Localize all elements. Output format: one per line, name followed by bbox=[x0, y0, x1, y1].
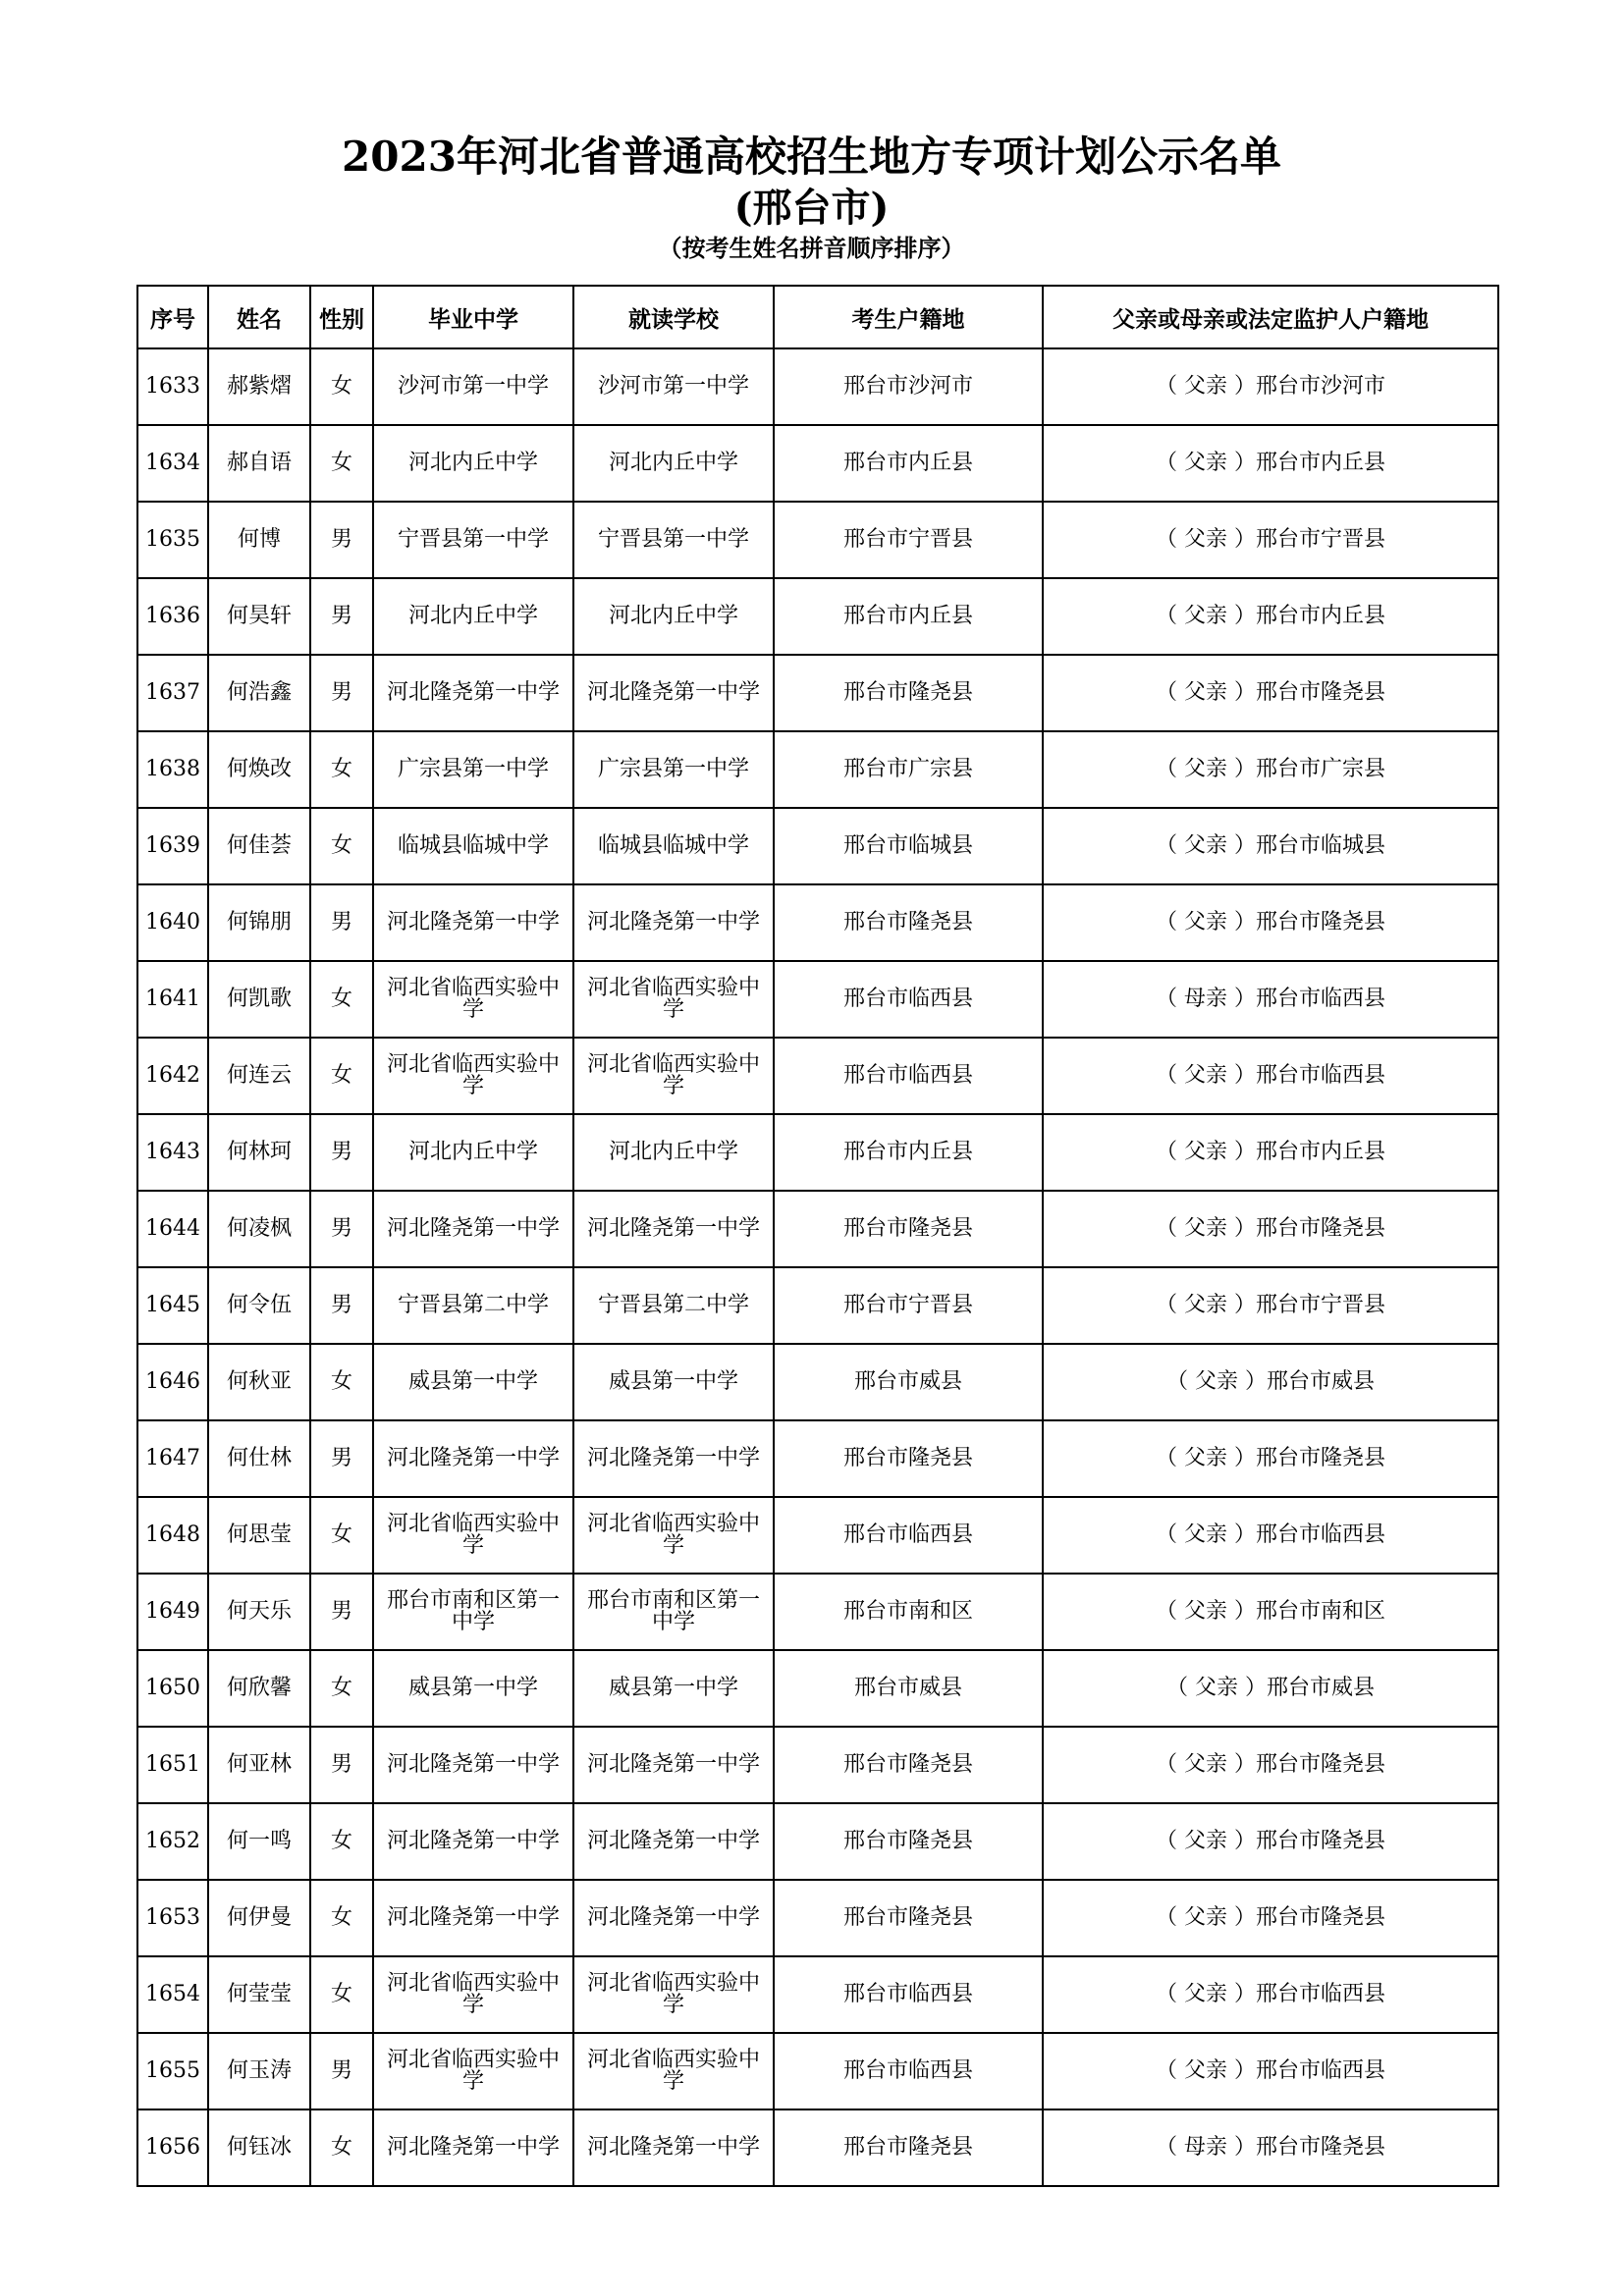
city-subtitle: (邢台市) bbox=[733, 185, 890, 231]
cell-gender: 男 bbox=[310, 502, 373, 578]
cell-name: 何秋亚 bbox=[208, 1344, 310, 1420]
cell-name: 何伊曼 bbox=[208, 1880, 310, 1956]
cell-seq: 1645 bbox=[137, 1267, 208, 1344]
cell-gender: 女 bbox=[310, 2109, 373, 2186]
table-row bbox=[137, 1038, 1498, 1114]
cell-household: 邢台市内丘县 bbox=[774, 578, 1043, 655]
table-row bbox=[137, 1880, 1498, 1956]
cell-gender: 男 bbox=[310, 1114, 373, 1191]
table-row bbox=[137, 1727, 1498, 1803]
cell-current-school: 沙河市第一中学 bbox=[573, 348, 774, 425]
cell-current-school: 河北内丘中学 bbox=[573, 425, 774, 502]
cell-grad-school: 宁晋县第一中学 bbox=[373, 502, 573, 578]
cell-grad-school: 河北隆尧第一中学 bbox=[373, 884, 573, 961]
cell-gender: 女 bbox=[310, 808, 373, 884]
cell-current-school: 宁晋县第一中学 bbox=[573, 502, 774, 578]
cell-grad-school: 宁晋县第二中学 bbox=[373, 1267, 573, 1344]
cell-gender: 女 bbox=[310, 961, 373, 1038]
cell-gender: 女 bbox=[310, 425, 373, 502]
cell-household: 邢台市沙河市 bbox=[774, 348, 1043, 425]
cell-seq: 1648 bbox=[137, 1497, 208, 1574]
cell-guardian: （ 父亲 ）邢台市隆尧县 bbox=[1043, 1727, 1498, 1803]
cell-guardian: （ 父亲 ）邢台市南和区 bbox=[1043, 1574, 1498, 1650]
table-row bbox=[137, 1344, 1498, 1420]
cell-seq: 1656 bbox=[137, 2109, 208, 2186]
cell-name: 何亚林 bbox=[208, 1727, 310, 1803]
table-row bbox=[137, 1497, 1498, 1574]
cell-gender: 男 bbox=[310, 655, 373, 731]
cell-name: 何仕林 bbox=[208, 1420, 310, 1497]
cell-grad-school: 威县第一中学 bbox=[373, 1344, 573, 1420]
cell-gender: 女 bbox=[310, 1880, 373, 1956]
cell-name: 何凌枫 bbox=[208, 1191, 310, 1267]
cell-guardian: （ 父亲 ）邢台市沙河市 bbox=[1043, 348, 1498, 425]
cell-seq: 1652 bbox=[137, 1803, 208, 1880]
cell-gender: 男 bbox=[310, 2033, 373, 2109]
cell-name: 何佳荟 bbox=[208, 808, 310, 884]
header-grad-school: 毕业中学 bbox=[373, 286, 573, 348]
cell-grad-school: 河北省临西实验中学 bbox=[373, 1497, 573, 1574]
cell-grad-school: 河北内丘中学 bbox=[373, 425, 573, 502]
cell-household: 邢台市临西县 bbox=[774, 1497, 1043, 1574]
cell-household: 邢台市内丘县 bbox=[774, 425, 1043, 502]
cell-name: 郝自语 bbox=[208, 425, 310, 502]
cell-current-school: 河北隆尧第一中学 bbox=[573, 1191, 774, 1267]
cell-current-school: 河北隆尧第一中学 bbox=[573, 655, 774, 731]
cell-household: 邢台市隆尧县 bbox=[774, 1880, 1043, 1956]
cell-seq: 1640 bbox=[137, 884, 208, 961]
cell-guardian: （ 父亲 ）邢台市隆尧县 bbox=[1043, 1191, 1498, 1267]
cell-current-school: 河北省临西实验中学 bbox=[573, 961, 774, 1038]
cell-current-school: 河北隆尧第一中学 bbox=[573, 1727, 774, 1803]
cell-seq: 1654 bbox=[137, 1956, 208, 2033]
cell-seq: 1634 bbox=[137, 425, 208, 502]
cell-seq: 1644 bbox=[137, 1191, 208, 1267]
cell-seq: 1642 bbox=[137, 1038, 208, 1114]
cell-household: 邢台市临城县 bbox=[774, 808, 1043, 884]
cell-gender: 男 bbox=[310, 1420, 373, 1497]
cell-name: 何凯歌 bbox=[208, 961, 310, 1038]
cell-household: 邢台市威县 bbox=[774, 1344, 1043, 1420]
cell-household: 邢台市广宗县 bbox=[774, 731, 1043, 808]
table-row bbox=[137, 1267, 1498, 1344]
cell-gender: 女 bbox=[310, 731, 373, 808]
cell-gender: 女 bbox=[310, 1650, 373, 1727]
table-row bbox=[137, 2033, 1498, 2109]
table-row bbox=[137, 808, 1498, 884]
cell-current-school: 河北隆尧第一中学 bbox=[573, 2109, 774, 2186]
cell-gender: 男 bbox=[310, 1267, 373, 1344]
cell-household: 邢台市隆尧县 bbox=[774, 1191, 1043, 1267]
cell-current-school: 河北隆尧第一中学 bbox=[573, 1420, 774, 1497]
cell-guardian: （ 父亲 ）邢台市隆尧县 bbox=[1043, 655, 1498, 731]
cell-gender: 男 bbox=[310, 1727, 373, 1803]
cell-name: 何昊轩 bbox=[208, 578, 310, 655]
header-gender: 性别 bbox=[310, 286, 373, 348]
table-row bbox=[137, 1956, 1498, 2033]
cell-guardian: （ 父亲 ）邢台市隆尧县 bbox=[1043, 884, 1498, 961]
cell-grad-school: 河北省临西实验中学 bbox=[373, 1956, 573, 2033]
cell-current-school: 威县第一中学 bbox=[573, 1650, 774, 1727]
cell-seq: 1653 bbox=[137, 1880, 208, 1956]
cell-guardian: （ 母亲 ）邢台市临西县 bbox=[1043, 961, 1498, 1038]
cell-grad-school: 河北隆尧第一中学 bbox=[373, 1191, 573, 1267]
cell-grad-school: 河北省临西实验中学 bbox=[373, 2033, 573, 2109]
cell-household: 邢台市隆尧县 bbox=[774, 1420, 1043, 1497]
sort-note: （按考生姓名拼音顺序排序） bbox=[658, 235, 965, 262]
cell-name: 何锦朋 bbox=[208, 884, 310, 961]
cell-seq: 1643 bbox=[137, 1114, 208, 1191]
header-guardian: 父亲或母亲或法定监护人户籍地 bbox=[1043, 286, 1498, 348]
cell-grad-school: 河北隆尧第一中学 bbox=[373, 1803, 573, 1880]
roster-table bbox=[136, 285, 1499, 2187]
cell-grad-school: 河北隆尧第一中学 bbox=[373, 655, 573, 731]
cell-household: 邢台市隆尧县 bbox=[774, 2109, 1043, 2186]
cell-current-school: 河北内丘中学 bbox=[573, 578, 774, 655]
cell-guardian: （ 父亲 ）邢台市临城县 bbox=[1043, 808, 1498, 884]
cell-current-school: 河北省临西实验中学 bbox=[573, 2033, 774, 2109]
cell-grad-school: 河北省临西实验中学 bbox=[373, 961, 573, 1038]
cell-name: 何令伍 bbox=[208, 1267, 310, 1344]
cell-seq: 1651 bbox=[137, 1727, 208, 1803]
cell-name: 何浩鑫 bbox=[208, 655, 310, 731]
cell-name: 何钰冰 bbox=[208, 2109, 310, 2186]
cell-grad-school: 河北内丘中学 bbox=[373, 1114, 573, 1191]
cell-gender: 女 bbox=[310, 1497, 373, 1574]
cell-gender: 女 bbox=[310, 348, 373, 425]
cell-seq: 1641 bbox=[137, 961, 208, 1038]
table-row bbox=[137, 2109, 1498, 2186]
cell-seq: 1655 bbox=[137, 2033, 208, 2109]
cell-current-school: 临城县临城中学 bbox=[573, 808, 774, 884]
cell-name: 何天乐 bbox=[208, 1574, 310, 1650]
cell-seq: 1639 bbox=[137, 808, 208, 884]
cell-name: 何思莹 bbox=[208, 1497, 310, 1574]
cell-guardian: （ 父亲 ）邢台市临西县 bbox=[1043, 1038, 1498, 1114]
cell-household: 邢台市隆尧县 bbox=[774, 884, 1043, 961]
cell-household: 邢台市隆尧县 bbox=[774, 1727, 1043, 1803]
cell-name: 何焕改 bbox=[208, 731, 310, 808]
cell-seq: 1638 bbox=[137, 731, 208, 808]
cell-gender: 女 bbox=[310, 1956, 373, 2033]
cell-guardian: （ 父亲 ）邢台市威县 bbox=[1043, 1344, 1498, 1420]
cell-guardian: （ 父亲 ）邢台市宁晋县 bbox=[1043, 1267, 1498, 1344]
cell-current-school: 广宗县第一中学 bbox=[573, 731, 774, 808]
cell-grad-school: 河北隆尧第一中学 bbox=[373, 1880, 573, 1956]
cell-gender: 男 bbox=[310, 1191, 373, 1267]
cell-grad-school: 河北省临西实验中学 bbox=[373, 1038, 573, 1114]
cell-gender: 男 bbox=[310, 1574, 373, 1650]
cell-guardian: （ 父亲 ）邢台市临西县 bbox=[1043, 2033, 1498, 2109]
table-row bbox=[137, 884, 1498, 961]
cell-name: 何林珂 bbox=[208, 1114, 310, 1191]
cell-grad-school: 广宗县第一中学 bbox=[373, 731, 573, 808]
cell-household: 邢台市南和区 bbox=[774, 1574, 1043, 1650]
document-title: 2023年河北省普通高校招生地方专项计划公示名单 bbox=[342, 133, 1281, 181]
cell-seq: 1637 bbox=[137, 655, 208, 731]
cell-seq: 1635 bbox=[137, 502, 208, 578]
table-row bbox=[137, 348, 1498, 425]
cell-seq: 1633 bbox=[137, 348, 208, 425]
cell-gender: 女 bbox=[310, 1803, 373, 1880]
table-row bbox=[137, 1191, 1498, 1267]
table-row bbox=[137, 961, 1498, 1038]
table-row bbox=[137, 1803, 1498, 1880]
cell-grad-school: 河北内丘中学 bbox=[373, 578, 573, 655]
cell-name: 郝紫熠 bbox=[208, 348, 310, 425]
cell-seq: 1649 bbox=[137, 1574, 208, 1650]
cell-gender: 男 bbox=[310, 884, 373, 961]
cell-household: 邢台市宁晋县 bbox=[774, 502, 1043, 578]
cell-name: 何一鸣 bbox=[208, 1803, 310, 1880]
cell-guardian: （ 父亲 ）邢台市内丘县 bbox=[1043, 1114, 1498, 1191]
cell-current-school: 河北省临西实验中学 bbox=[573, 1038, 774, 1114]
cell-current-school: 河北省临西实验中学 bbox=[573, 1497, 774, 1574]
cell-seq: 1646 bbox=[137, 1344, 208, 1420]
table-row bbox=[137, 655, 1498, 731]
cell-grad-school: 邢台市南和区第一中学 bbox=[373, 1574, 573, 1650]
cell-gender: 女 bbox=[310, 1344, 373, 1420]
cell-guardian: （ 母亲 ）邢台市隆尧县 bbox=[1043, 2109, 1498, 2186]
cell-guardian: （ 父亲 ）邢台市广宗县 bbox=[1043, 731, 1498, 808]
cell-household: 邢台市隆尧县 bbox=[774, 655, 1043, 731]
cell-current-school: 河北内丘中学 bbox=[573, 1114, 774, 1191]
cell-guardian: （ 父亲 ）邢台市隆尧县 bbox=[1043, 1803, 1498, 1880]
cell-name: 何莹莹 bbox=[208, 1956, 310, 2033]
cell-seq: 1636 bbox=[137, 578, 208, 655]
cell-guardian: （ 父亲 ）邢台市威县 bbox=[1043, 1650, 1498, 1727]
cell-current-school: 河北隆尧第一中学 bbox=[573, 1803, 774, 1880]
table-row bbox=[137, 1420, 1498, 1497]
cell-seq: 1647 bbox=[137, 1420, 208, 1497]
cell-grad-school: 临城县临城中学 bbox=[373, 808, 573, 884]
cell-household: 邢台市宁晋县 bbox=[774, 1267, 1043, 1344]
cell-household: 邢台市隆尧县 bbox=[774, 1803, 1043, 1880]
cell-grad-school: 威县第一中学 bbox=[373, 1650, 573, 1727]
cell-gender: 男 bbox=[310, 578, 373, 655]
cell-household: 邢台市内丘县 bbox=[774, 1114, 1043, 1191]
cell-current-school: 威县第一中学 bbox=[573, 1344, 774, 1420]
cell-current-school: 邢台市南和区第一中学 bbox=[573, 1574, 774, 1650]
table-header-row bbox=[137, 286, 1498, 348]
cell-household: 邢台市临西县 bbox=[774, 1038, 1043, 1114]
cell-current-school: 河北隆尧第一中学 bbox=[573, 884, 774, 961]
header-household: 考生户籍地 bbox=[774, 286, 1043, 348]
cell-current-school: 河北隆尧第一中学 bbox=[573, 1880, 774, 1956]
cell-grad-school: 沙河市第一中学 bbox=[373, 348, 573, 425]
table-row bbox=[137, 502, 1498, 578]
cell-name: 何欣馨 bbox=[208, 1650, 310, 1727]
cell-current-school: 宁晋县第二中学 bbox=[573, 1267, 774, 1344]
cell-grad-school: 河北隆尧第一中学 bbox=[373, 2109, 573, 2186]
cell-household: 邢台市临西县 bbox=[774, 1956, 1043, 2033]
cell-gender: 女 bbox=[310, 1038, 373, 1114]
table-row bbox=[137, 1114, 1498, 1191]
table-row bbox=[137, 1574, 1498, 1650]
cell-current-school: 河北省临西实验中学 bbox=[573, 1956, 774, 2033]
cell-guardian: （ 父亲 ）邢台市内丘县 bbox=[1043, 425, 1498, 502]
cell-guardian: （ 父亲 ）邢台市宁晋县 bbox=[1043, 502, 1498, 578]
table-row bbox=[137, 1650, 1498, 1727]
cell-grad-school: 河北隆尧第一中学 bbox=[373, 1727, 573, 1803]
cell-household: 邢台市临西县 bbox=[774, 961, 1043, 1038]
table-row bbox=[137, 731, 1498, 808]
cell-guardian: （ 父亲 ）邢台市临西县 bbox=[1043, 1497, 1498, 1574]
header-current-school: 就读学校 bbox=[573, 286, 774, 348]
cell-name: 何博 bbox=[208, 502, 310, 578]
cell-guardian: （ 父亲 ）邢台市临西县 bbox=[1043, 1956, 1498, 2033]
cell-household: 邢台市威县 bbox=[774, 1650, 1043, 1727]
cell-seq: 1650 bbox=[137, 1650, 208, 1727]
header-seq: 序号 bbox=[137, 286, 208, 348]
table-row bbox=[137, 425, 1498, 502]
cell-guardian: （ 父亲 ）邢台市隆尧县 bbox=[1043, 1420, 1498, 1497]
cell-household: 邢台市临西县 bbox=[774, 2033, 1043, 2109]
cell-name: 何连云 bbox=[208, 1038, 310, 1114]
cell-guardian: （ 父亲 ）邢台市隆尧县 bbox=[1043, 1880, 1498, 1956]
header-name: 姓名 bbox=[208, 286, 310, 348]
table-row bbox=[137, 578, 1498, 655]
cell-name: 何玉涛 bbox=[208, 2033, 310, 2109]
cell-grad-school: 河北隆尧第一中学 bbox=[373, 1420, 573, 1497]
table-body bbox=[137, 348, 1498, 2186]
cell-guardian: （ 父亲 ）邢台市内丘县 bbox=[1043, 578, 1498, 655]
